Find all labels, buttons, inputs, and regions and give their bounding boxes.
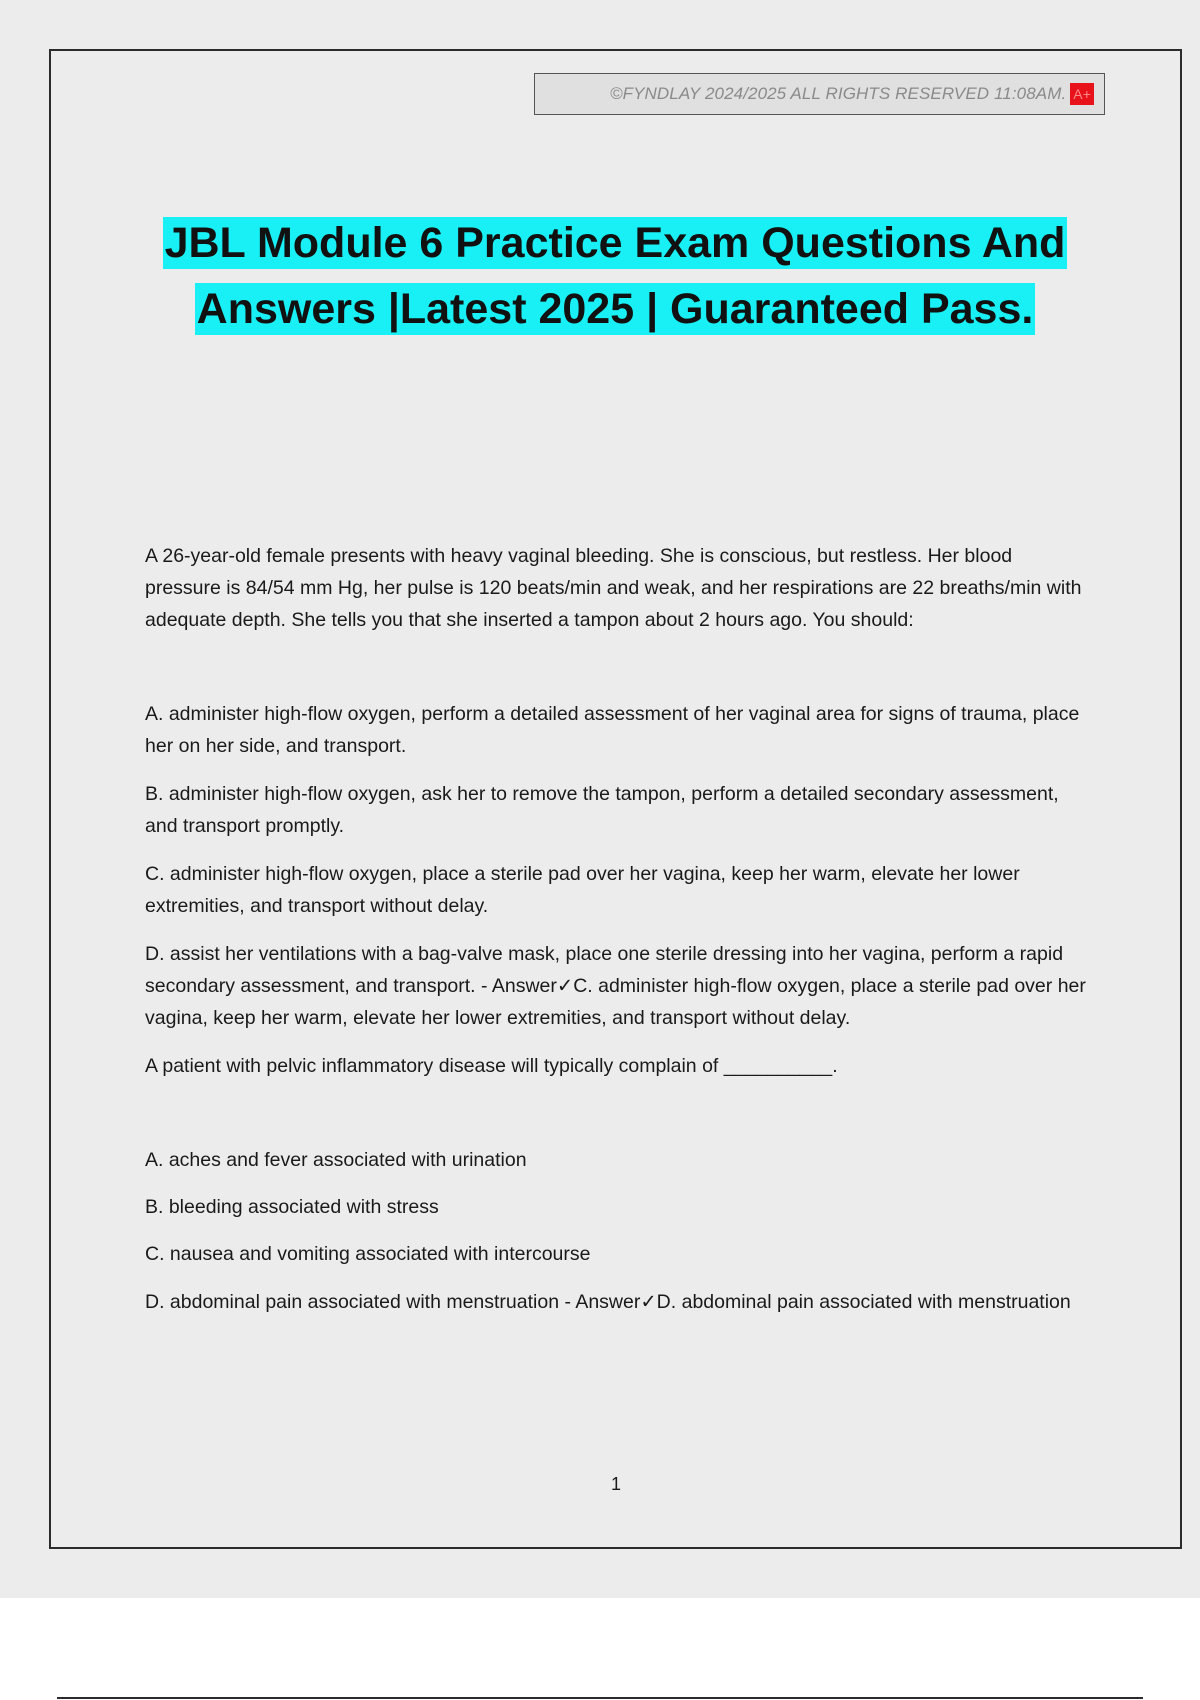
- copyright-notice: [534, 73, 1105, 115]
- bottom-divider: [57, 1697, 1143, 1699]
- question-1-option-a: A. administer high-flow oxygen, perform a detailed assessment of her vaginal area for signs of trauma, place her on her side, and transport.: [145, 703, 1080, 757]
- question-2-text: A patient with pelvic inflammatory disease will typically complain of __________.: [145, 1055, 838, 1077]
- copyright-text: ©FYNDLAY 2024/2025 ALL RIGHTS RESERVED 11:08AM.: [609, 84, 1067, 103]
- question-2-option-a: A. aches and fever associated with urination: [145, 1149, 527, 1171]
- question-2-option-d-answer: D. abdominal pain associated with menstruation - Answer✓D. abdominal pain associated with menstruation: [145, 1291, 1071, 1313]
- page-number: 1: [610, 1474, 621, 1494]
- question-1-option-c: C. administer high-flow oxygen, place a sterile pad over her vagina, keep her warm, elevate her lower extremities, and transport without delay.: [145, 863, 1020, 917]
- title-line-2: Answers |Latest 2025 | Guaranteed Pass.: [196, 285, 1034, 333]
- title-line-1: JBL Module 6 Practice Exam Questions And: [164, 219, 1066, 267]
- question-2-option-c: C. nausea and vomiting associated with intercourse: [145, 1243, 591, 1265]
- questions-body: [145, 540, 1090, 1318]
- document-title: [100, 210, 1130, 342]
- question-1-option-b: B. administer high-flow oxygen, ask her to remove the tampon, perform a detailed secondary assessment, and transport promptly.: [145, 783, 1059, 837]
- question-1-text: A 26-year-old female presents with heavy vaginal bleeding. She is conscious, but restless. Her blood pressure is 84/54 mm Hg, her pulse is 120 beats/min and weak, and her respirations are 22 breaths/min with adequate depth. She tells you that she inserted a tampon about 2 hours ago. You should:: [145, 545, 1082, 631]
- question-2-option-b: B. bleeding associated with stress: [145, 1196, 439, 1218]
- question-1-option-d-answer: D. assist her ventilations with a bag-valve mask, place one sterile dressing into her vagina, perform a rapid secondary assessment, and transport. - Answer✓C. administer high-flow oxygen, place a sterile pad over her vagina, keep her warm, elevate her lower extremities, and transport without delay.: [145, 943, 1086, 1029]
- grade-badge: A+: [1070, 83, 1094, 105]
